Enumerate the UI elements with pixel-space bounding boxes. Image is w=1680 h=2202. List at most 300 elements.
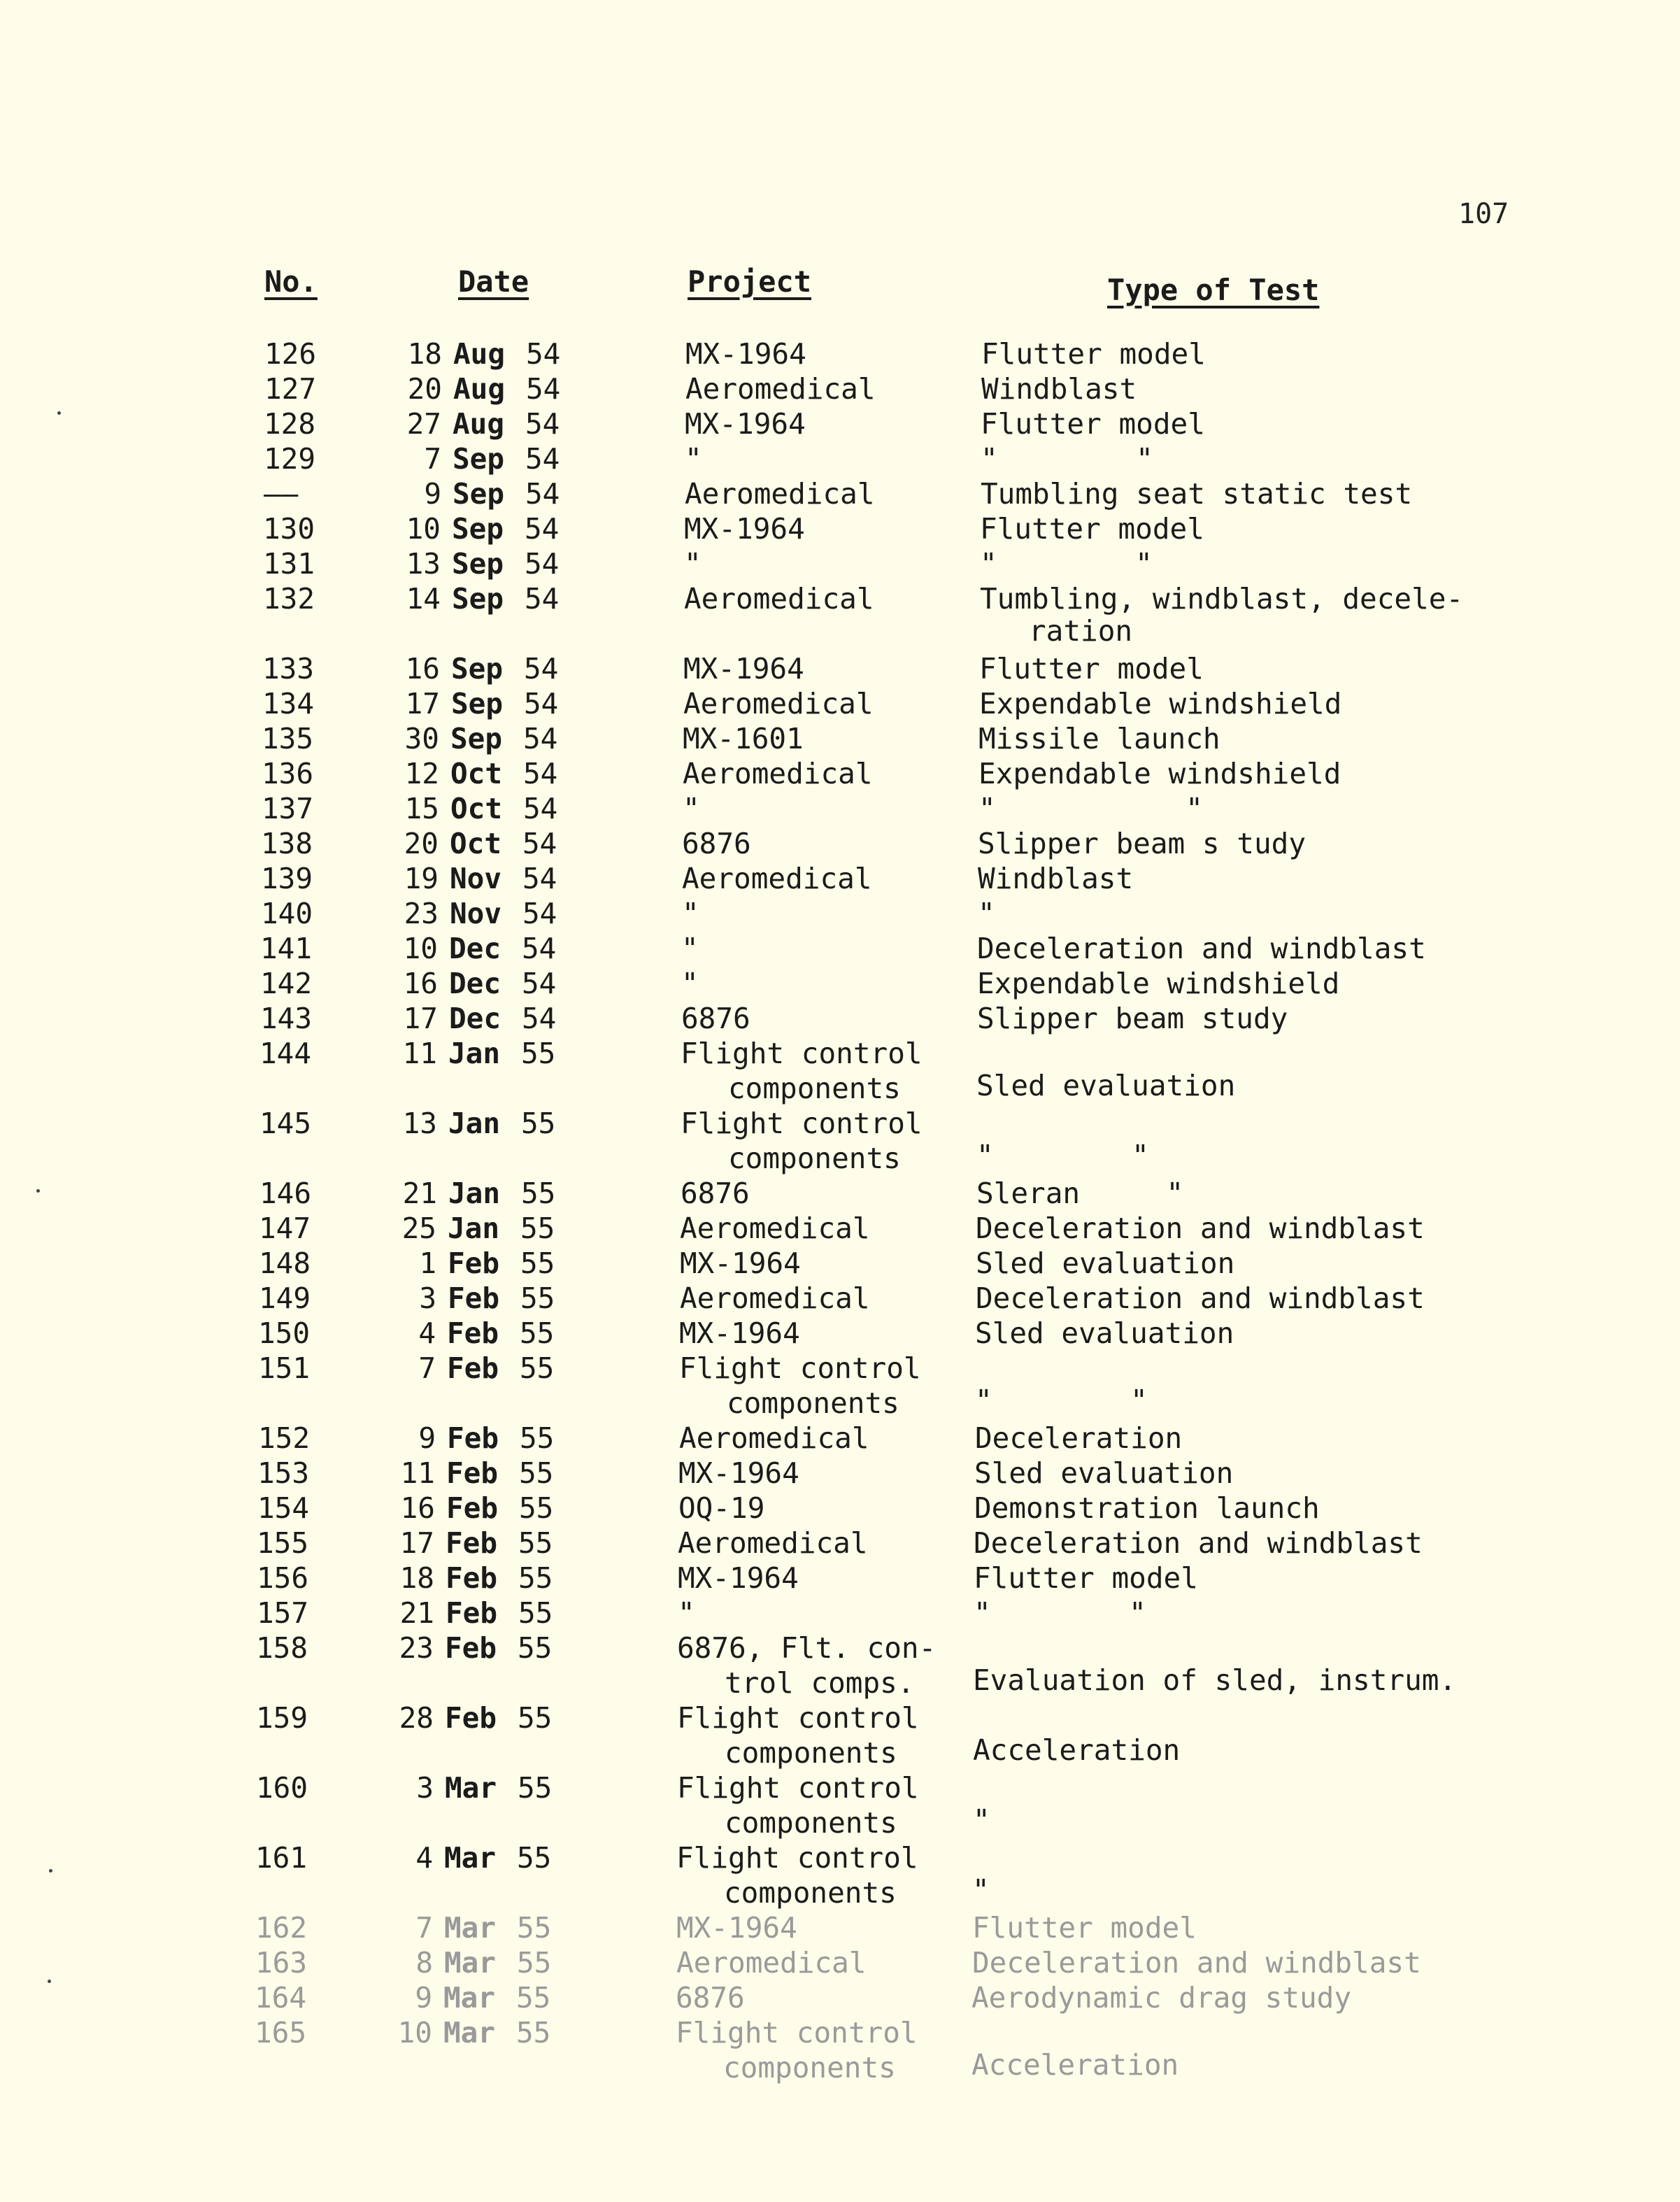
row-type-continued: " " bbox=[976, 1139, 1149, 1172]
row-month: Jan bbox=[448, 1212, 500, 1245]
row-type-of-test: " " bbox=[978, 792, 1203, 825]
row-type-of-test: Slipper beam study bbox=[977, 1002, 1288, 1035]
row-day: 3 bbox=[419, 1281, 436, 1315]
row-type-continued: Acceleration bbox=[971, 2048, 1179, 2082]
row-year: 54 bbox=[525, 477, 560, 511]
row-project: Aeromedical bbox=[685, 477, 875, 511]
row-year: 54 bbox=[525, 442, 560, 476]
row-project: " bbox=[678, 1596, 695, 1630]
row-day: 1 bbox=[419, 1246, 436, 1280]
margin-speck bbox=[57, 411, 61, 415]
row-project: 6876 bbox=[682, 827, 751, 860]
row-month: Mar bbox=[443, 2016, 496, 2050]
row-project: Aeromedical bbox=[676, 1946, 867, 1980]
row-day: 7 bbox=[418, 1351, 436, 1385]
row-number: 150 bbox=[258, 1316, 311, 1350]
row-month: Dec bbox=[449, 967, 501, 1000]
row-month: Oct bbox=[450, 792, 503, 825]
row-type-of-test: Flutter model bbox=[981, 407, 1205, 441]
row-number: 141 bbox=[260, 932, 313, 965]
row-month: Oct bbox=[450, 757, 503, 790]
row-type-of-test: Tumbling, windblast, decele- bbox=[980, 582, 1464, 616]
row-project-continued: components bbox=[727, 1386, 899, 1420]
row-project: 6876, Flt. con- bbox=[677, 1631, 937, 1665]
table-row bbox=[0, 862, 1680, 897]
table-row bbox=[0, 652, 1680, 687]
row-month: Feb bbox=[448, 1281, 500, 1315]
row-year: 55 bbox=[518, 1561, 553, 1595]
row-month: Sep bbox=[453, 477, 505, 511]
row-project-continued: components bbox=[728, 1072, 901, 1105]
row-month: Feb bbox=[446, 1491, 499, 1525]
table-row bbox=[0, 1037, 1680, 1072]
row-day: 3 bbox=[416, 1771, 434, 1805]
row-number: 131 bbox=[263, 547, 315, 581]
row-month: Sep bbox=[452, 512, 504, 546]
row-year: 55 bbox=[518, 1631, 553, 1665]
row-project: Aeromedical bbox=[684, 582, 874, 616]
row-type-continued: Acceleration bbox=[973, 1733, 1181, 1767]
table-row bbox=[0, 442, 1680, 477]
row-type-of-test: Flutter model bbox=[972, 1911, 1197, 1945]
row-day: 8 bbox=[415, 1946, 433, 1980]
row-month: Aug bbox=[453, 372, 506, 406]
row-number: 135 bbox=[262, 722, 314, 755]
row-month: Mar bbox=[444, 1841, 497, 1875]
row-type-continued: ration bbox=[1029, 614, 1133, 648]
row-month: Mar bbox=[444, 1911, 497, 1945]
row-number: 127 bbox=[264, 372, 317, 406]
row-type-of-test: Slipper beam s tudy bbox=[978, 827, 1306, 860]
row-type-of-test: Expendable windshield bbox=[977, 967, 1340, 1000]
row-day: 17 bbox=[399, 1526, 434, 1560]
row-year: 54 bbox=[522, 827, 557, 860]
row-project: MX-1964 bbox=[685, 407, 806, 441]
row-day: 11 bbox=[400, 1456, 435, 1490]
row-type-continued: " bbox=[973, 1803, 990, 1837]
row-project: MX-1964 bbox=[678, 1456, 799, 1490]
table-row bbox=[0, 1911, 1680, 1946]
row-day: 15 bbox=[404, 792, 439, 825]
row-number: 139 bbox=[261, 862, 313, 895]
row-project: Flight control bbox=[677, 1771, 919, 1805]
row-type-of-test: Tumbling seat static test bbox=[981, 477, 1413, 511]
row-day: 21 bbox=[402, 1177, 437, 1210]
row-year: 54 bbox=[522, 1002, 557, 1035]
row-number: 132 bbox=[263, 582, 315, 616]
table-row bbox=[0, 1456, 1680, 1491]
row-number: 158 bbox=[256, 1631, 308, 1665]
table-row bbox=[0, 2016, 1680, 2051]
row-project: MX-1964 bbox=[678, 1561, 799, 1595]
row-project: MX-1964 bbox=[683, 652, 804, 686]
row-type-of-test: Aerodynamic drag study bbox=[971, 1981, 1352, 2015]
row-type-of-test: Deceleration and windblast bbox=[972, 1946, 1421, 1980]
row-day: 16 bbox=[405, 652, 440, 686]
row-number: 165 bbox=[255, 2016, 307, 2050]
row-number: 134 bbox=[262, 687, 315, 720]
row-project: MX-1964 bbox=[680, 1246, 801, 1280]
row-number: 155 bbox=[257, 1526, 309, 1560]
row-year: 54 bbox=[526, 337, 561, 371]
row-month: Mar bbox=[443, 1981, 496, 2015]
row-type-of-test: Deceleration and windblast bbox=[976, 1212, 1425, 1245]
row-project-continued: components bbox=[724, 1876, 897, 1910]
row-number: 154 bbox=[257, 1491, 310, 1525]
row-number: 144 bbox=[259, 1037, 312, 1070]
row-project: Aeromedical bbox=[683, 757, 873, 790]
row-number: 163 bbox=[255, 1946, 308, 1980]
row-type-of-test: " bbox=[978, 897, 995, 930]
row-year: 54 bbox=[525, 512, 560, 546]
row-type-of-test: Sleran " bbox=[976, 1177, 1184, 1210]
row-day: 12 bbox=[404, 757, 439, 790]
table-row bbox=[0, 1946, 1680, 1981]
row-project: " bbox=[682, 897, 699, 930]
row-year: 54 bbox=[525, 547, 560, 581]
row-month: Sep bbox=[453, 442, 505, 476]
row-year: 54 bbox=[523, 792, 558, 825]
row-year: 55 bbox=[521, 1107, 556, 1140]
row-type-of-test: Deceleration and windblast bbox=[977, 932, 1426, 965]
row-month: Feb bbox=[445, 1631, 497, 1665]
margin-speck bbox=[48, 1980, 51, 1983]
row-type-of-test: Sled evaluation bbox=[976, 1246, 1235, 1280]
row-day: 9 bbox=[418, 1421, 436, 1455]
row-project: Aeromedical bbox=[680, 1212, 870, 1245]
table-row bbox=[0, 967, 1680, 1002]
table-row bbox=[0, 1107, 1680, 1142]
margin-speck bbox=[36, 1189, 40, 1193]
row-year: 55 bbox=[521, 1177, 556, 1210]
row-month: Jan bbox=[448, 1107, 501, 1140]
row-year: 55 bbox=[518, 1771, 553, 1805]
row-project: Flight control bbox=[679, 1351, 921, 1385]
table-row bbox=[0, 722, 1680, 757]
row-type-of-test: Deceleration and windblast bbox=[974, 1526, 1423, 1560]
row-day: 30 bbox=[404, 722, 439, 755]
table-row bbox=[0, 757, 1680, 792]
row-project: " bbox=[681, 967, 699, 1000]
row-number: 146 bbox=[259, 1177, 312, 1210]
row-number: 126 bbox=[264, 337, 317, 371]
row-year: 54 bbox=[523, 757, 558, 790]
row-day: 19 bbox=[404, 862, 439, 895]
row-number: 162 bbox=[255, 1911, 308, 1945]
row-year: 55 bbox=[520, 1421, 555, 1455]
row-month: Sep bbox=[451, 687, 504, 720]
row-year: 55 bbox=[517, 1946, 552, 1980]
row-number: 159 bbox=[256, 1701, 308, 1735]
row-month: Feb bbox=[448, 1246, 500, 1280]
row-day: 13 bbox=[406, 547, 441, 581]
row-number: 137 bbox=[262, 792, 314, 825]
row-number: 160 bbox=[256, 1771, 308, 1805]
row-type-of-test: Flutter model bbox=[980, 512, 1204, 546]
table-row bbox=[0, 512, 1680, 547]
row-month: Sep bbox=[452, 547, 504, 581]
row-year: 54 bbox=[525, 407, 560, 441]
row-day: 7 bbox=[415, 1911, 433, 1945]
header-no: No. bbox=[264, 264, 318, 299]
row-project: " bbox=[684, 547, 702, 581]
row-type-continued: Evaluation of sled, instrum. bbox=[973, 1663, 1457, 1697]
row-project: MX-1601 bbox=[683, 722, 804, 755]
page-number: 107 bbox=[1458, 198, 1509, 230]
row-project: Flight control bbox=[681, 1037, 923, 1070]
row-month: Jan bbox=[448, 1177, 501, 1210]
row-day: 18 bbox=[407, 337, 442, 371]
row-year: 55 bbox=[520, 1246, 555, 1280]
row-number: 128 bbox=[264, 407, 316, 441]
row-day: 10 bbox=[397, 2016, 432, 2050]
row-year: 55 bbox=[518, 1596, 553, 1630]
row-day: 4 bbox=[415, 1841, 433, 1875]
row-year: 55 bbox=[516, 2016, 551, 2050]
row-type-of-test: Expendable windshield bbox=[979, 687, 1342, 720]
row-type-continued: Sled evaluation bbox=[976, 1069, 1236, 1102]
row-year: 55 bbox=[520, 1281, 555, 1315]
row-project: MX-1964 bbox=[679, 1316, 800, 1350]
row-month: Aug bbox=[453, 407, 505, 441]
row-day: 16 bbox=[403, 967, 438, 1000]
row-type-of-test: Windblast bbox=[978, 862, 1134, 895]
table-row bbox=[0, 407, 1680, 442]
row-type-of-test: Flutter model bbox=[974, 1561, 1198, 1595]
row-month: Dec bbox=[449, 932, 501, 965]
row-day: 14 bbox=[406, 582, 441, 616]
table-row bbox=[0, 477, 1680, 512]
table-row bbox=[0, 1281, 1680, 1316]
row-day: 9 bbox=[415, 1981, 432, 2015]
row-year: 54 bbox=[526, 372, 561, 406]
table-row bbox=[0, 1701, 1680, 1736]
row-project: 6876 bbox=[681, 1002, 750, 1035]
row-day: 9 bbox=[424, 477, 441, 511]
row-day: 16 bbox=[400, 1491, 435, 1525]
row-year: 54 bbox=[522, 967, 557, 1000]
table-row bbox=[0, 1212, 1680, 1246]
row-number: 133 bbox=[262, 652, 315, 686]
row-number: 151 bbox=[258, 1351, 311, 1385]
row-type-of-test: " " bbox=[980, 547, 1153, 581]
table-row bbox=[0, 1316, 1680, 1351]
row-number: 156 bbox=[257, 1561, 309, 1595]
row-month: Nov bbox=[450, 897, 502, 930]
row-year: 55 bbox=[518, 1701, 553, 1735]
row-day: 21 bbox=[399, 1596, 434, 1630]
row-year: 55 bbox=[519, 1491, 554, 1525]
row-project: 6876 bbox=[676, 1981, 745, 2015]
table-row bbox=[0, 932, 1680, 967]
row-month: Feb bbox=[447, 1421, 499, 1455]
row-type-of-test: Deceleration bbox=[975, 1421, 1183, 1455]
row-year: 55 bbox=[519, 1456, 554, 1490]
row-month: Mar bbox=[445, 1771, 497, 1805]
row-day: 17 bbox=[405, 687, 440, 720]
row-day: 20 bbox=[404, 827, 439, 860]
row-type-of-test: Windblast bbox=[981, 372, 1137, 406]
row-type-of-test: " " bbox=[974, 1596, 1146, 1630]
row-day: 20 bbox=[407, 372, 442, 406]
row-day: 23 bbox=[404, 897, 439, 930]
row-month: Sep bbox=[452, 582, 504, 616]
row-year: 54 bbox=[522, 932, 557, 965]
row-month: Feb bbox=[446, 1456, 499, 1490]
table-row bbox=[0, 372, 1680, 407]
row-year: 55 bbox=[517, 1911, 552, 1945]
row-year: 54 bbox=[522, 862, 557, 895]
row-year: 54 bbox=[525, 582, 560, 616]
row-project: Flight control bbox=[676, 2016, 918, 2050]
row-month: Sep bbox=[450, 722, 503, 755]
row-project: Aeromedical bbox=[680, 1281, 870, 1315]
row-month: Oct bbox=[450, 827, 502, 860]
row-project: " bbox=[685, 442, 702, 476]
table-row bbox=[0, 1631, 1680, 1666]
row-project-continued: components bbox=[725, 1806, 897, 1840]
row-year: 54 bbox=[523, 722, 558, 755]
row-project: Aeromedical bbox=[678, 1526, 868, 1560]
row-month: Feb bbox=[447, 1316, 499, 1350]
table-row bbox=[0, 1351, 1680, 1386]
row-project: Aeromedical bbox=[683, 687, 874, 720]
row-number: 140 bbox=[261, 897, 313, 930]
row-year: 55 bbox=[520, 1351, 555, 1385]
header-date: Date bbox=[458, 264, 529, 299]
row-day: 10 bbox=[406, 512, 441, 546]
row-number: 129 bbox=[264, 442, 316, 476]
row-month: Jan bbox=[448, 1037, 501, 1070]
row-project: MX-1964 bbox=[684, 512, 805, 546]
row-year: 55 bbox=[518, 1526, 553, 1560]
row-month: Aug bbox=[453, 337, 506, 371]
row-month: Feb bbox=[446, 1561, 498, 1595]
row-month: Dec bbox=[449, 1002, 501, 1035]
row-number: 145 bbox=[259, 1107, 312, 1140]
table-row bbox=[0, 1771, 1680, 1806]
row-type-of-test: Demonstration launch bbox=[974, 1491, 1320, 1525]
row-number: 161 bbox=[255, 1841, 308, 1875]
row-project-continued: components bbox=[725, 1736, 897, 1770]
row-project: MX-1964 bbox=[685, 337, 806, 371]
row-day: 25 bbox=[401, 1212, 436, 1245]
row-number: 152 bbox=[258, 1421, 311, 1455]
row-number: 147 bbox=[259, 1212, 311, 1245]
table-row bbox=[0, 1177, 1680, 1212]
row-project: Flight control bbox=[681, 1107, 923, 1140]
row-number: 138 bbox=[261, 827, 313, 860]
row-project: MX-1964 bbox=[676, 1911, 797, 1945]
row-month: Feb bbox=[447, 1351, 499, 1385]
table-row bbox=[0, 337, 1680, 372]
row-type-of-test: Deceleration and windblast bbox=[976, 1281, 1425, 1315]
row-project: Aeromedical bbox=[682, 862, 872, 895]
table-row bbox=[0, 1491, 1680, 1526]
row-project: Flight control bbox=[677, 1701, 919, 1735]
row-project: " bbox=[681, 932, 699, 965]
row-type-of-test: Sled evaluation bbox=[974, 1456, 1234, 1490]
table-row bbox=[0, 792, 1680, 827]
row-month: Feb bbox=[445, 1701, 497, 1735]
table-row bbox=[0, 897, 1680, 932]
row-number: 143 bbox=[260, 1002, 313, 1035]
row-project: Aeromedical bbox=[679, 1421, 869, 1455]
row-day: 10 bbox=[403, 932, 438, 965]
table-row bbox=[0, 687, 1680, 722]
row-year: 54 bbox=[522, 897, 557, 930]
row-month: Sep bbox=[451, 652, 504, 686]
table-row bbox=[0, 547, 1680, 582]
row-month: Feb bbox=[446, 1526, 498, 1560]
table-row bbox=[0, 1526, 1680, 1561]
row-month: Nov bbox=[450, 862, 502, 895]
table-row bbox=[0, 1246, 1680, 1281]
row-number: 157 bbox=[257, 1596, 309, 1630]
row-day: 4 bbox=[418, 1316, 436, 1350]
row-number: 136 bbox=[262, 757, 314, 790]
row-year: 55 bbox=[520, 1316, 555, 1350]
row-project: " bbox=[683, 792, 700, 825]
table-row bbox=[0, 1841, 1680, 1876]
row-project: 6876 bbox=[681, 1177, 750, 1210]
table-row bbox=[0, 1002, 1680, 1037]
row-month: Mar bbox=[444, 1946, 497, 1980]
row-year: 55 bbox=[521, 1037, 556, 1070]
row-type-of-test: Missile launch bbox=[978, 722, 1220, 755]
row-project: OQ-19 bbox=[678, 1491, 765, 1525]
row-day: 18 bbox=[399, 1561, 434, 1595]
row-day: 11 bbox=[402, 1037, 437, 1070]
row-year: 55 bbox=[517, 1841, 552, 1875]
row-day: 17 bbox=[403, 1002, 438, 1035]
table-row bbox=[0, 582, 1680, 617]
row-number: 130 bbox=[263, 512, 315, 546]
row-year: 55 bbox=[520, 1212, 555, 1245]
row-type-of-test: Flutter model bbox=[981, 337, 1206, 371]
row-project-continued: trol comps. bbox=[725, 1666, 915, 1700]
row-project: Aeromedical bbox=[685, 372, 876, 406]
row-project-continued: components bbox=[723, 2051, 896, 2084]
row-month: Feb bbox=[446, 1596, 498, 1630]
row-type-of-test: Expendable windshield bbox=[978, 757, 1341, 790]
table-row bbox=[0, 1981, 1680, 2016]
row-year: 54 bbox=[524, 687, 559, 720]
table-row bbox=[0, 1421, 1680, 1456]
header-project: Project bbox=[688, 264, 812, 299]
header-type-of-test: Type of Test bbox=[1107, 273, 1320, 307]
row-number: 153 bbox=[257, 1456, 310, 1490]
row-number: 148 bbox=[259, 1246, 311, 1280]
row-number: 142 bbox=[260, 967, 313, 1000]
row-number: —— bbox=[264, 477, 299, 511]
row-day: 7 bbox=[424, 442, 441, 476]
row-number: 164 bbox=[255, 1981, 307, 2015]
table-row bbox=[0, 827, 1680, 862]
row-year: 54 bbox=[524, 652, 559, 686]
table-row bbox=[0, 1561, 1680, 1596]
row-day: 13 bbox=[402, 1107, 437, 1140]
row-project-continued: components bbox=[728, 1142, 901, 1175]
row-type-of-test: " " bbox=[981, 442, 1153, 476]
row-project: Flight control bbox=[676, 1841, 918, 1875]
row-number: 149 bbox=[259, 1281, 311, 1315]
margin-speck bbox=[49, 1869, 52, 1873]
row-type-continued: " " bbox=[975, 1384, 1148, 1417]
table-row bbox=[0, 1596, 1680, 1631]
row-day: 27 bbox=[406, 407, 441, 441]
row-type-of-test: Flutter model bbox=[979, 652, 1204, 686]
